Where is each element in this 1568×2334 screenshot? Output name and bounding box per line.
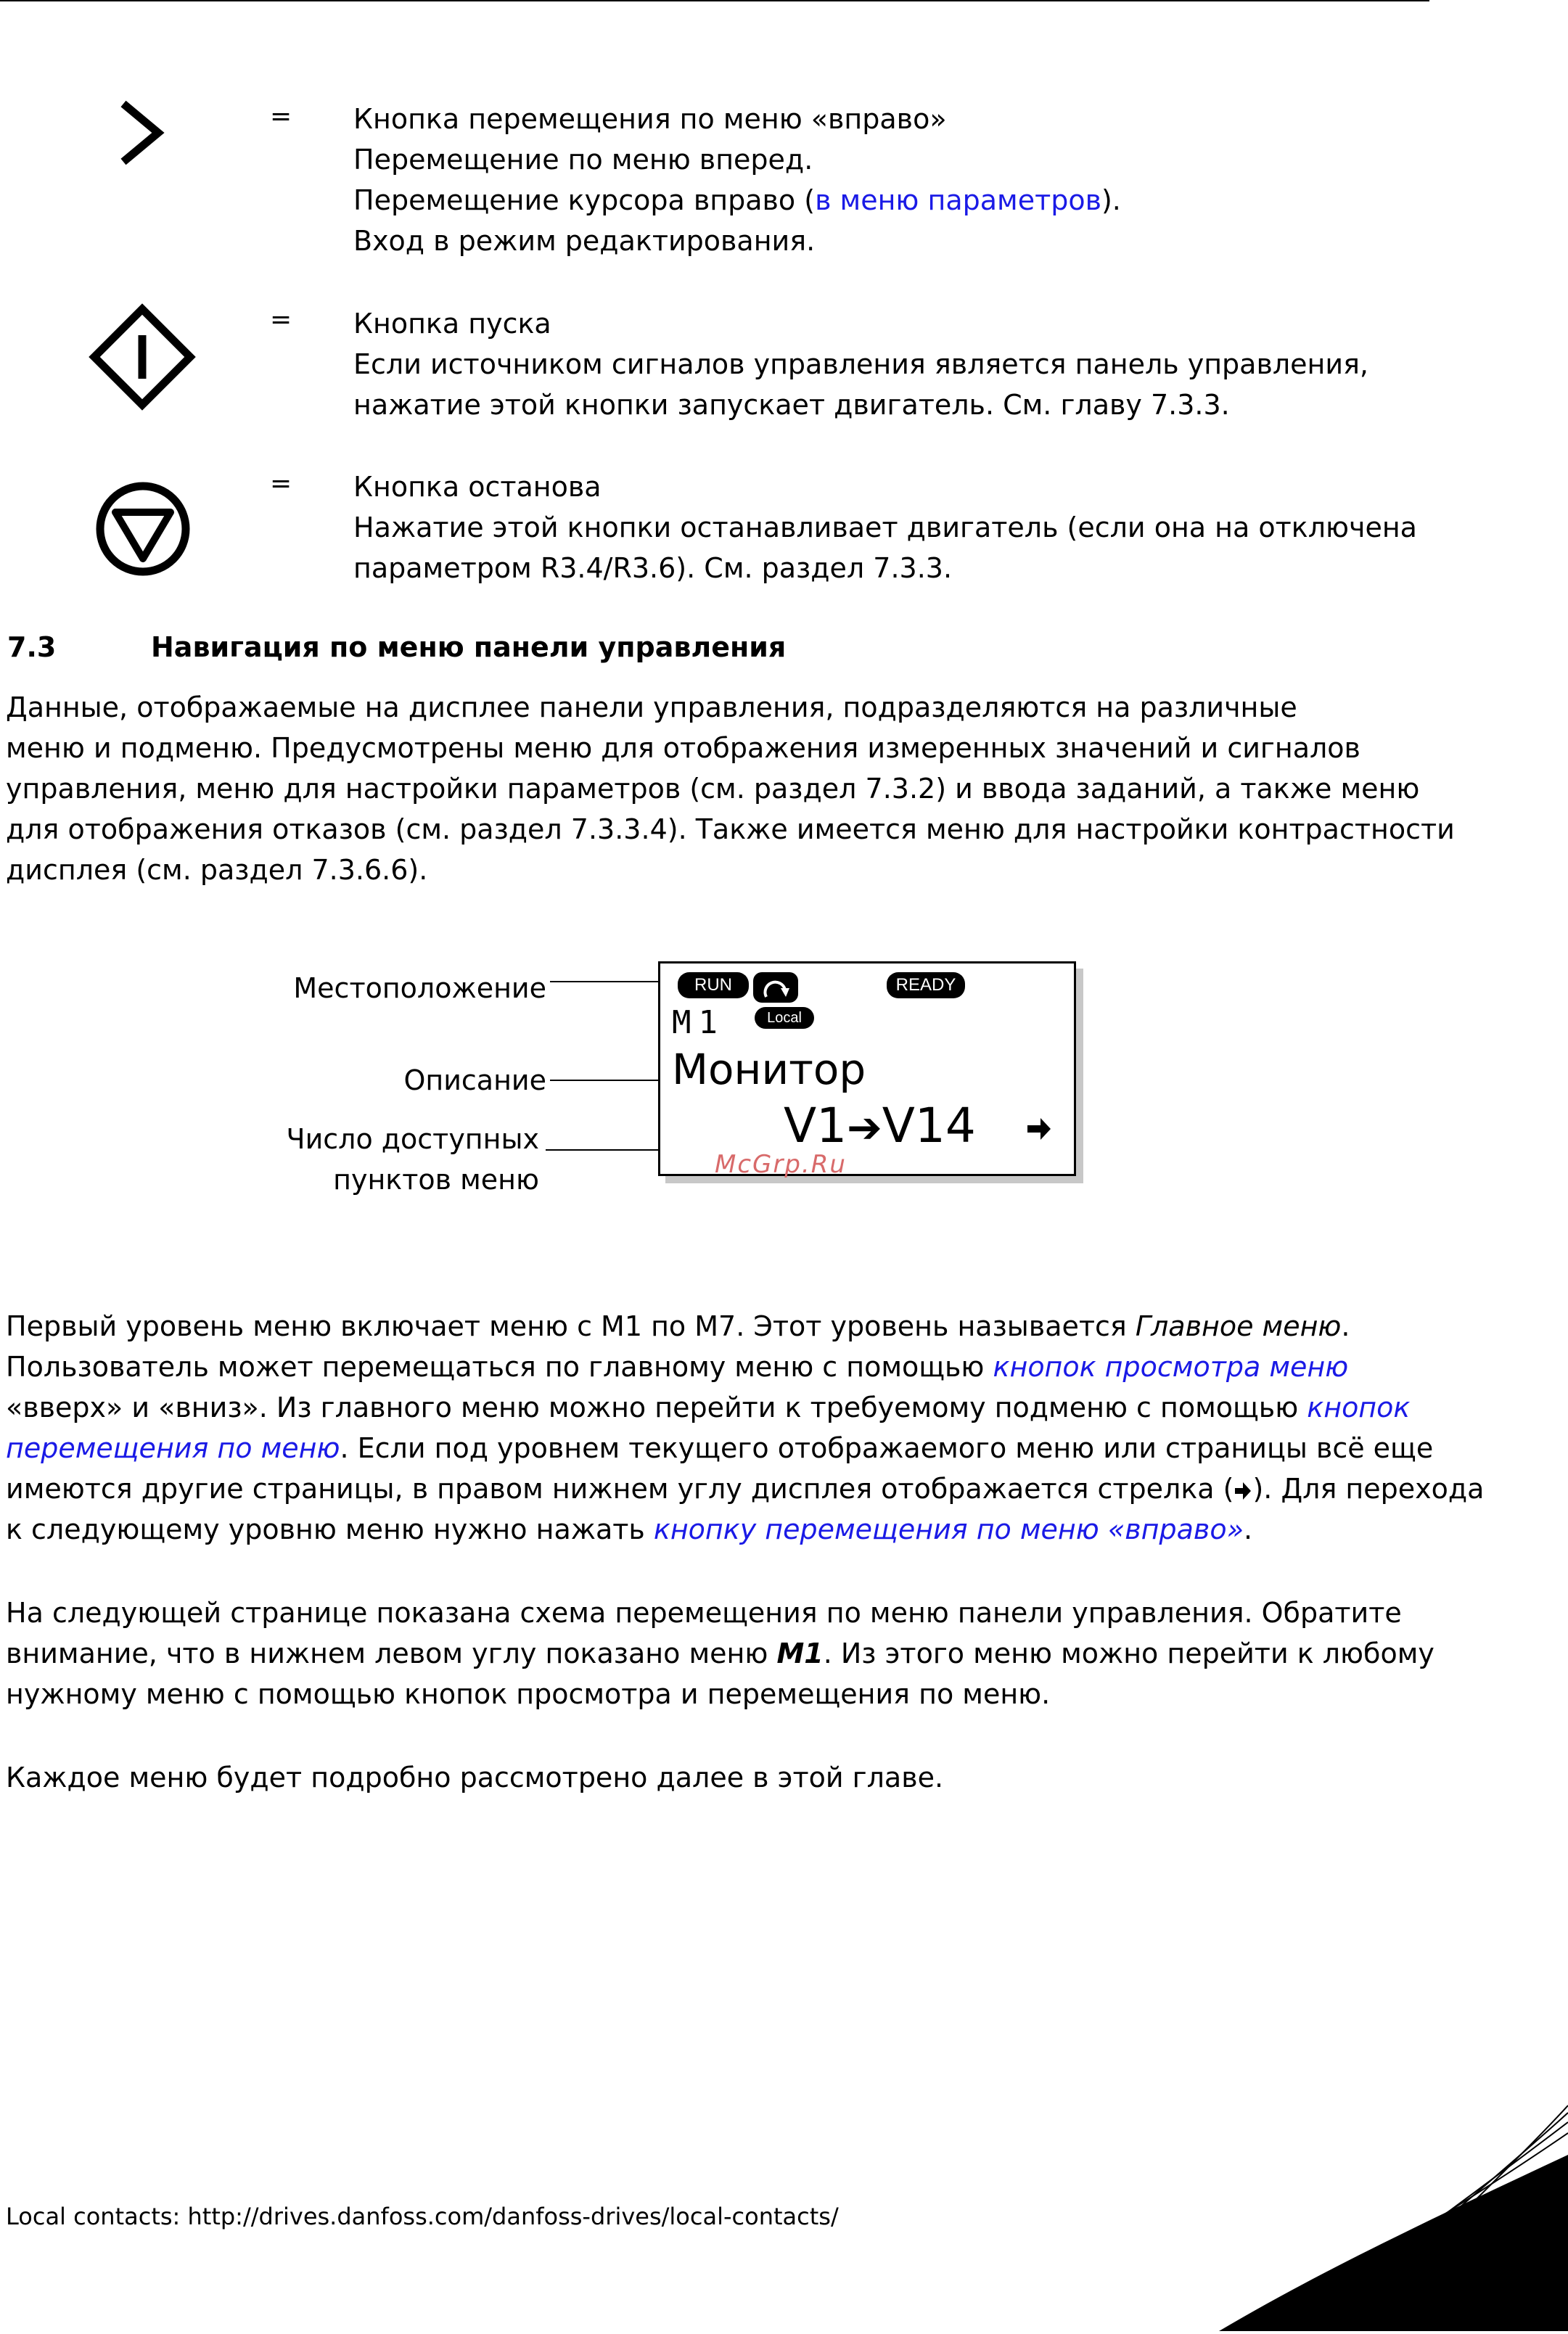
intro-paragraph (6, 687, 1455, 890)
label-description: Описание (403, 1064, 546, 1096)
equals-sign: = (270, 102, 292, 131)
para-line: Данные, отображаемые на дисплее панели управления, подразделяются на различные (6, 691, 1297, 723)
label-count-line2: пунктов меню (333, 1164, 539, 1196)
rotation-icon (753, 972, 798, 1003)
leader-line (546, 1149, 660, 1151)
para-line: Каждое меню будет подробно рассмотрено далее в этой главе. (6, 1762, 944, 1793)
link-right-button[interactable]: кнопку перемещения по меню «вправо» (653, 1513, 1244, 1545)
menu-range: V1➔V14 (784, 1098, 976, 1154)
arrow-right-icon: ➔ (847, 1103, 882, 1152)
start-icon (89, 303, 196, 411)
closing-paragraph (6, 1757, 1421, 1798)
link-browse-buttons[interactable]: кнопок просмотра меню (993, 1351, 1349, 1383)
danfoss-swoosh-decoration (1204, 2104, 1568, 2331)
leader-line (550, 981, 660, 982)
chevron-right-icon (116, 100, 167, 165)
para-line: Первый уровень меню включает меню с М1 по М7. Этот уровень называется Главное меню. (6, 1310, 1350, 1342)
desc-line: Нажатие этой кнопки останавливает двигатель (если она на отключена (353, 511, 1417, 543)
label-count-line1: Число доступных (286, 1123, 539, 1155)
link-parameter-menu[interactable]: в меню параметров (815, 184, 1101, 216)
desc-line: Кнопка перемещения по меню «вправо» (353, 103, 947, 135)
para-line: к следующему уровню меню нужно нажать кнопку перемещения по меню «вправо». (6, 1513, 1253, 1545)
label-location: Местоположение (293, 972, 546, 1004)
display-title: Монитор (672, 1045, 866, 1094)
ready-indicator: READY (887, 972, 965, 998)
watermark: McGrp.Ru (715, 1150, 847, 1179)
button-start-description (353, 303, 1368, 425)
desc-line: Перемещение курсора вправо (в меню параметров). (353, 184, 1121, 216)
desc-line: Перемещение по меню вперед. (353, 144, 813, 176)
desc-line: нажатие этой кнопки запускает двигатель. См. главу 7.3.3. (353, 389, 1230, 421)
more-pages-arrow-icon (1025, 1114, 1054, 1143)
equals-sign: = (270, 305, 292, 334)
para-line: перемещения по меню. Если под уровнем текущего отображаемого меню или страницы всё еще (6, 1432, 1434, 1464)
desc-line: Если источником сигналов управления является панель управления, (353, 348, 1369, 380)
keypad-display (658, 961, 1076, 1176)
link-menu-buttons-a[interactable]: кнопок (1307, 1392, 1411, 1423)
para-line: нужному меню с помощью кнопок просмотра и перемещения по меню. (6, 1678, 1051, 1710)
para-line: имеются другие страницы, в правом нижнем углу дисплея отображается стрелка ( ). Для перехода (6, 1473, 1485, 1505)
link-menu-buttons-b[interactable]: перемещения по меню (6, 1432, 340, 1464)
para-line: внимание, что в нижнем левом углу показано меню M1. Из этого меню можно перейти к любому (6, 1638, 1434, 1669)
leader-line (550, 1080, 660, 1081)
section-number: 7.3 (7, 631, 57, 663)
run-indicator: RUN (678, 972, 749, 998)
section-title: Навигация по меню панели управления (151, 631, 787, 663)
desc-line: Кнопка пуска (353, 308, 551, 340)
button-stop-description (353, 467, 1417, 588)
location-code: M1 (672, 1004, 725, 1041)
para-line: меню и подменю. Предусмотрены меню для отображения измеренных значений и сигналов (6, 732, 1360, 764)
para-line: Пользователь может перемещаться по главному меню с помощью кнопок просмотра меню (6, 1351, 1349, 1383)
navigation-paragraph (6, 1593, 1434, 1714)
para-line: На следующей странице показана схема перемещения по меню панели управления. Обратите (6, 1597, 1402, 1629)
footer-local-contacts[interactable]: Local contacts: http://drives.danfoss.com/danfoss-drives/local-contacts/ (6, 2203, 839, 2230)
stop-icon (94, 480, 192, 578)
desc-line: Кнопка останова (353, 471, 602, 503)
para-line: для отображения отказов (см. раздел 7.3.3.4). Также имеется меню для настройки контрастности (6, 813, 1455, 845)
local-indicator: Local (755, 1007, 814, 1029)
main-menu-paragraph (6, 1306, 1485, 1550)
desc-line: параметром R3.4/R3.6). См. раздел 7.3.3. (353, 552, 953, 584)
button-right-description (353, 99, 1121, 261)
equals-sign: = (270, 469, 292, 498)
top-rule (0, 0, 1429, 1)
para-line: «вверх» и «вниз». Из главного меню можно перейти к требуемому подменю с помощью кнопок (6, 1392, 1411, 1423)
arrow-right-small-icon (1234, 1471, 1252, 1492)
para-line: дисплея (см. раздел 7.3.6.6). (6, 854, 428, 886)
para-line: управления, меню для настройки параметров (см. раздел 7.3.2) и ввода заданий, а также меню (6, 773, 1420, 805)
desc-line: Вход в режим редактирования. (353, 225, 816, 257)
